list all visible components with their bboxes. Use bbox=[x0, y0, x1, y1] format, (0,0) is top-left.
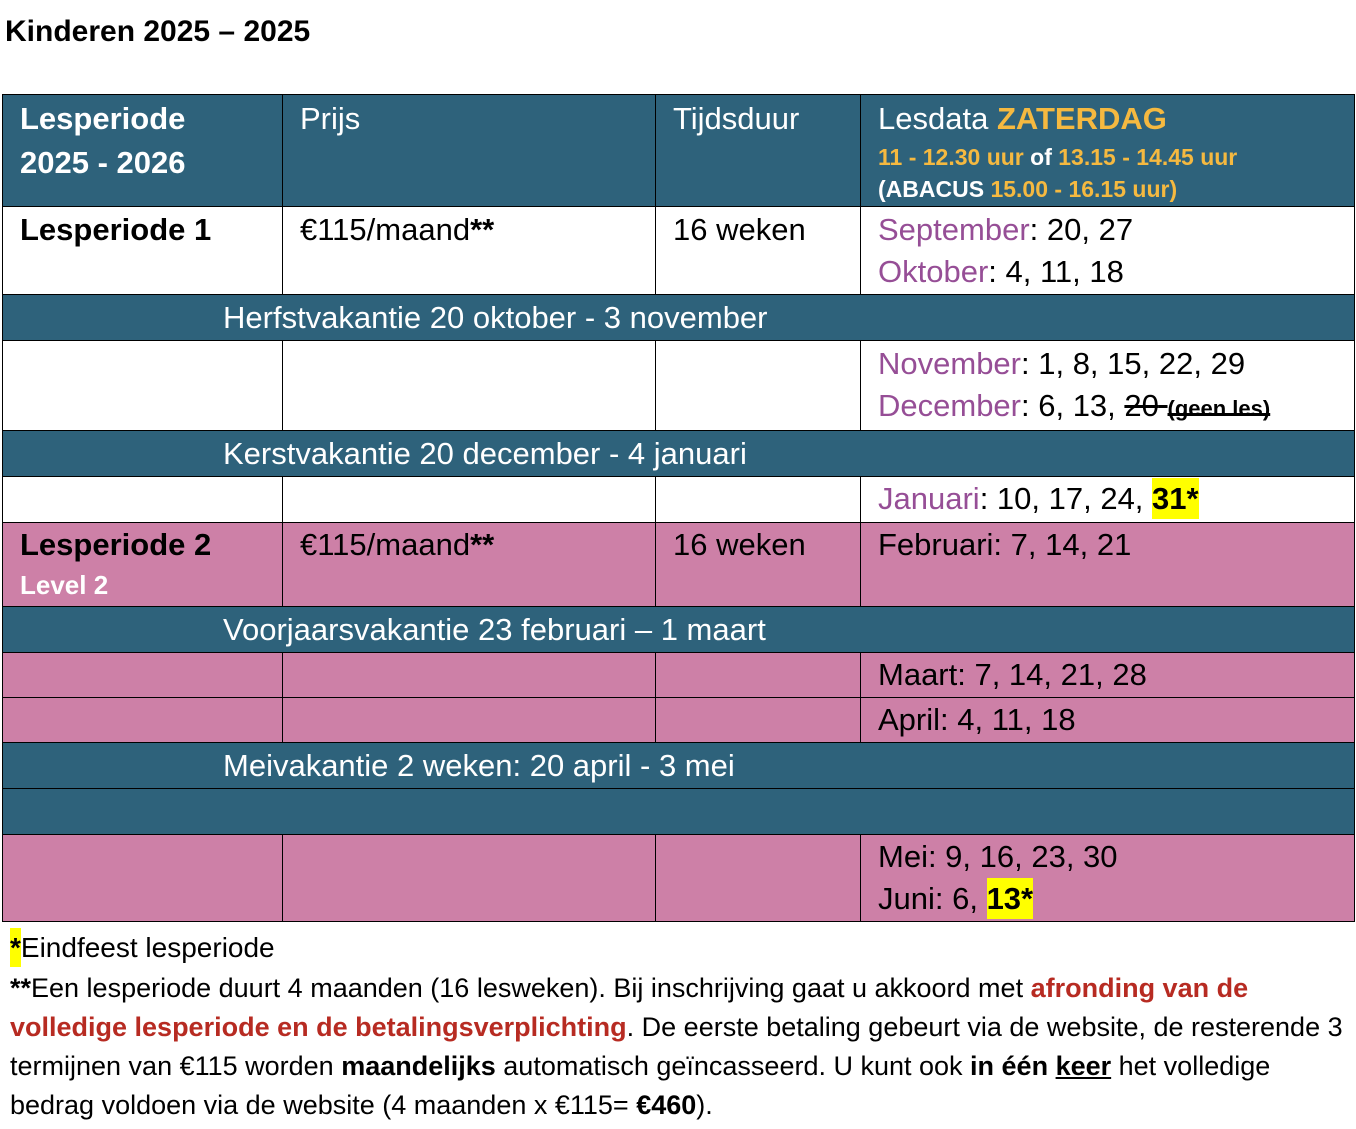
terms-part-2: . De eerste betaling gebeurt via de website, de resterende 3 termijnen van €115 worden bbox=[10, 1012, 1343, 1081]
header-price-cell bbox=[283, 95, 656, 207]
table-row-march bbox=[3, 653, 1355, 698]
march-dates-cell bbox=[861, 653, 1355, 698]
empty-cell bbox=[3, 477, 283, 523]
footnote-text: Eindfeest lesperiode bbox=[20, 932, 275, 963]
terms-obligation: afronding van de volledige lesperiode en de betalingsverplichting bbox=[10, 973, 1249, 1042]
month-december: December bbox=[878, 388, 1021, 423]
days-september: : 20, 27 bbox=[1029, 212, 1134, 247]
period-1-price-marker: ** bbox=[470, 212, 495, 247]
period-1-price bbox=[300, 209, 645, 251]
schedule-table bbox=[2, 94, 1355, 922]
header-dates-label: Lesdata bbox=[878, 101, 989, 136]
period-2-price-cell bbox=[283, 523, 656, 607]
dates-february: Februari: 7, 14, 21 bbox=[878, 527, 1132, 562]
time-slot-2: 13.15 - 14.45 uur bbox=[1058, 144, 1238, 170]
days-november: : 1, 8, 15, 22, 29 bbox=[1021, 346, 1246, 381]
dates-november bbox=[878, 343, 1344, 385]
dates-december bbox=[878, 385, 1344, 430]
time-or: of bbox=[1030, 144, 1052, 170]
header-dates-title bbox=[878, 97, 1344, 141]
holiday-row-spring bbox=[3, 607, 1355, 653]
table-row-period-2 bbox=[3, 523, 1355, 607]
cancelled-lesson bbox=[1124, 388, 1270, 423]
period-1-duration: 16 weken bbox=[673, 212, 806, 247]
empty-cell bbox=[3, 835, 283, 922]
holiday-autumn: Herfstvakantie 20 oktober - 3 november bbox=[3, 295, 1355, 341]
dates-june bbox=[878, 878, 1344, 920]
empty-cell bbox=[3, 789, 1355, 835]
month-november: November bbox=[878, 346, 1021, 381]
may-june-dates-cell bbox=[861, 835, 1355, 922]
terms-part-5: ). bbox=[696, 1090, 713, 1120]
dates-october bbox=[878, 251, 1344, 293]
empty-cell bbox=[656, 477, 861, 523]
abacus-label: (ABACUS bbox=[878, 176, 985, 202]
table-row-may-june bbox=[3, 835, 1355, 922]
footnote-final-party bbox=[10, 928, 275, 968]
month-january: Januari bbox=[878, 481, 980, 516]
period-1-name: Lesperiode 1 bbox=[20, 212, 212, 247]
days-june: Juni: 6, bbox=[878, 881, 987, 916]
header-price: Prijs bbox=[300, 101, 361, 136]
cancelled-note: (geen les) bbox=[1167, 396, 1271, 421]
january-dates-cell bbox=[861, 477, 1355, 523]
dates-may: Mei: 9, 16, 23, 30 bbox=[878, 839, 1118, 874]
holiday-spring: Voorjaarsvakantie 23 februari – 1 maart bbox=[3, 607, 1355, 653]
dates-march: Maart: 7, 14, 21, 28 bbox=[878, 657, 1147, 692]
period-1-dates-cell bbox=[861, 207, 1355, 295]
period-2-duration-cell bbox=[656, 523, 861, 607]
period-1-price-cell bbox=[283, 207, 656, 295]
period-2-dates-cell bbox=[861, 523, 1355, 607]
empty-cell bbox=[656, 341, 861, 431]
empty-cell bbox=[656, 835, 861, 922]
period-1-price-value: €115/maand bbox=[300, 212, 471, 247]
abacus-time: 15.00 - 16.15 uur) bbox=[990, 176, 1178, 202]
terms-total: €460 bbox=[636, 1090, 697, 1120]
header-period-line-2: 2025 - 2026 bbox=[20, 145, 186, 180]
holiday-may: Meivakantie 2 weken: 20 april - 3 mei bbox=[3, 743, 1355, 789]
dates-april: April: 4, 11, 18 bbox=[878, 702, 1076, 737]
period-2-price-value: €115/maand bbox=[300, 527, 471, 562]
terms-part-3: automatisch geïncasseerd. U kunt ook bbox=[495, 1051, 971, 1081]
header-period-line-1: Lesperiode bbox=[20, 101, 186, 136]
header-dates-cell bbox=[861, 95, 1355, 207]
footnote-terms bbox=[10, 969, 1350, 1125]
holiday-row-autumn bbox=[3, 295, 1355, 341]
header-period-cell bbox=[3, 95, 283, 207]
table-header-row bbox=[3, 95, 1355, 207]
terms-at-once-keer: keer bbox=[1055, 1051, 1112, 1081]
cancelled-day: 20 bbox=[1124, 388, 1159, 423]
header-duration-cell bbox=[656, 95, 861, 207]
period-2-level: Level 2 bbox=[20, 570, 109, 600]
empty-cell bbox=[3, 698, 283, 743]
empty-cell bbox=[656, 698, 861, 743]
footnote-marker: * bbox=[10, 928, 21, 967]
table-row-january bbox=[3, 477, 1355, 523]
nov-dec-dates-cell bbox=[861, 341, 1355, 431]
terms-part-1: Een lesperiode duurt 4 maanden (16 lesweken). Bij inschrijving gaat u akkoord met bbox=[31, 973, 1031, 1003]
header-time-slots bbox=[878, 141, 1344, 173]
days-january: : 10, 17, 24, bbox=[979, 481, 1153, 516]
dates-january bbox=[878, 478, 1344, 520]
header-abacus-time bbox=[878, 173, 1344, 205]
final-day-highlight: 13* bbox=[987, 878, 1034, 919]
table-row-period-1 bbox=[3, 207, 1355, 295]
header-duration: Tijdsduur bbox=[673, 101, 800, 136]
terms-marker: ** bbox=[10, 973, 32, 1003]
period-2-price bbox=[300, 524, 645, 566]
terms-at-once: in één bbox=[970, 1051, 1056, 1081]
holiday-row-christmas bbox=[3, 431, 1355, 477]
period-2-name: Lesperiode 2 bbox=[20, 527, 212, 562]
table-row-april bbox=[3, 698, 1355, 743]
terms-monthly: maandelijks bbox=[341, 1051, 496, 1081]
month-october: Oktober bbox=[878, 254, 989, 289]
time-slot-1: 11 - 12.30 uur bbox=[878, 144, 1024, 170]
month-september: September bbox=[878, 212, 1030, 247]
document-title: Kinderen 2025 – 2025 bbox=[5, 15, 311, 48]
empty-cell bbox=[656, 653, 861, 698]
dates-september bbox=[878, 209, 1344, 251]
header-dates-day: ZATERDAG bbox=[996, 101, 1167, 136]
empty-cell bbox=[3, 341, 283, 431]
period-1-name-cell bbox=[3, 207, 283, 295]
period-2-duration: 16 weken bbox=[673, 527, 806, 562]
days-october: : 4, 11, 18 bbox=[988, 254, 1124, 289]
terms-part-4: het volledige bedrag voldoen via de website (4 maanden x €115= bbox=[10, 1051, 1271, 1120]
days-december: : 6, 13, bbox=[1021, 388, 1125, 423]
final-day-highlight: 31* bbox=[1152, 478, 1199, 519]
period-2-name-cell bbox=[3, 523, 283, 607]
empty-cell bbox=[283, 477, 656, 523]
holiday-row-may bbox=[3, 743, 1355, 789]
holiday-christmas: Kerstvakantie 20 december - 4 januari bbox=[3, 431, 1355, 477]
empty-cell bbox=[3, 653, 283, 698]
period-1-duration-cell bbox=[656, 207, 861, 295]
empty-cell bbox=[283, 341, 656, 431]
empty-cell bbox=[283, 653, 656, 698]
empty-cell bbox=[283, 835, 656, 922]
april-dates-cell bbox=[861, 698, 1355, 743]
table-row-nov-dec bbox=[3, 341, 1355, 431]
empty-cell bbox=[283, 698, 656, 743]
period-2-price-marker: ** bbox=[470, 527, 495, 562]
empty-teal-row bbox=[3, 789, 1355, 835]
